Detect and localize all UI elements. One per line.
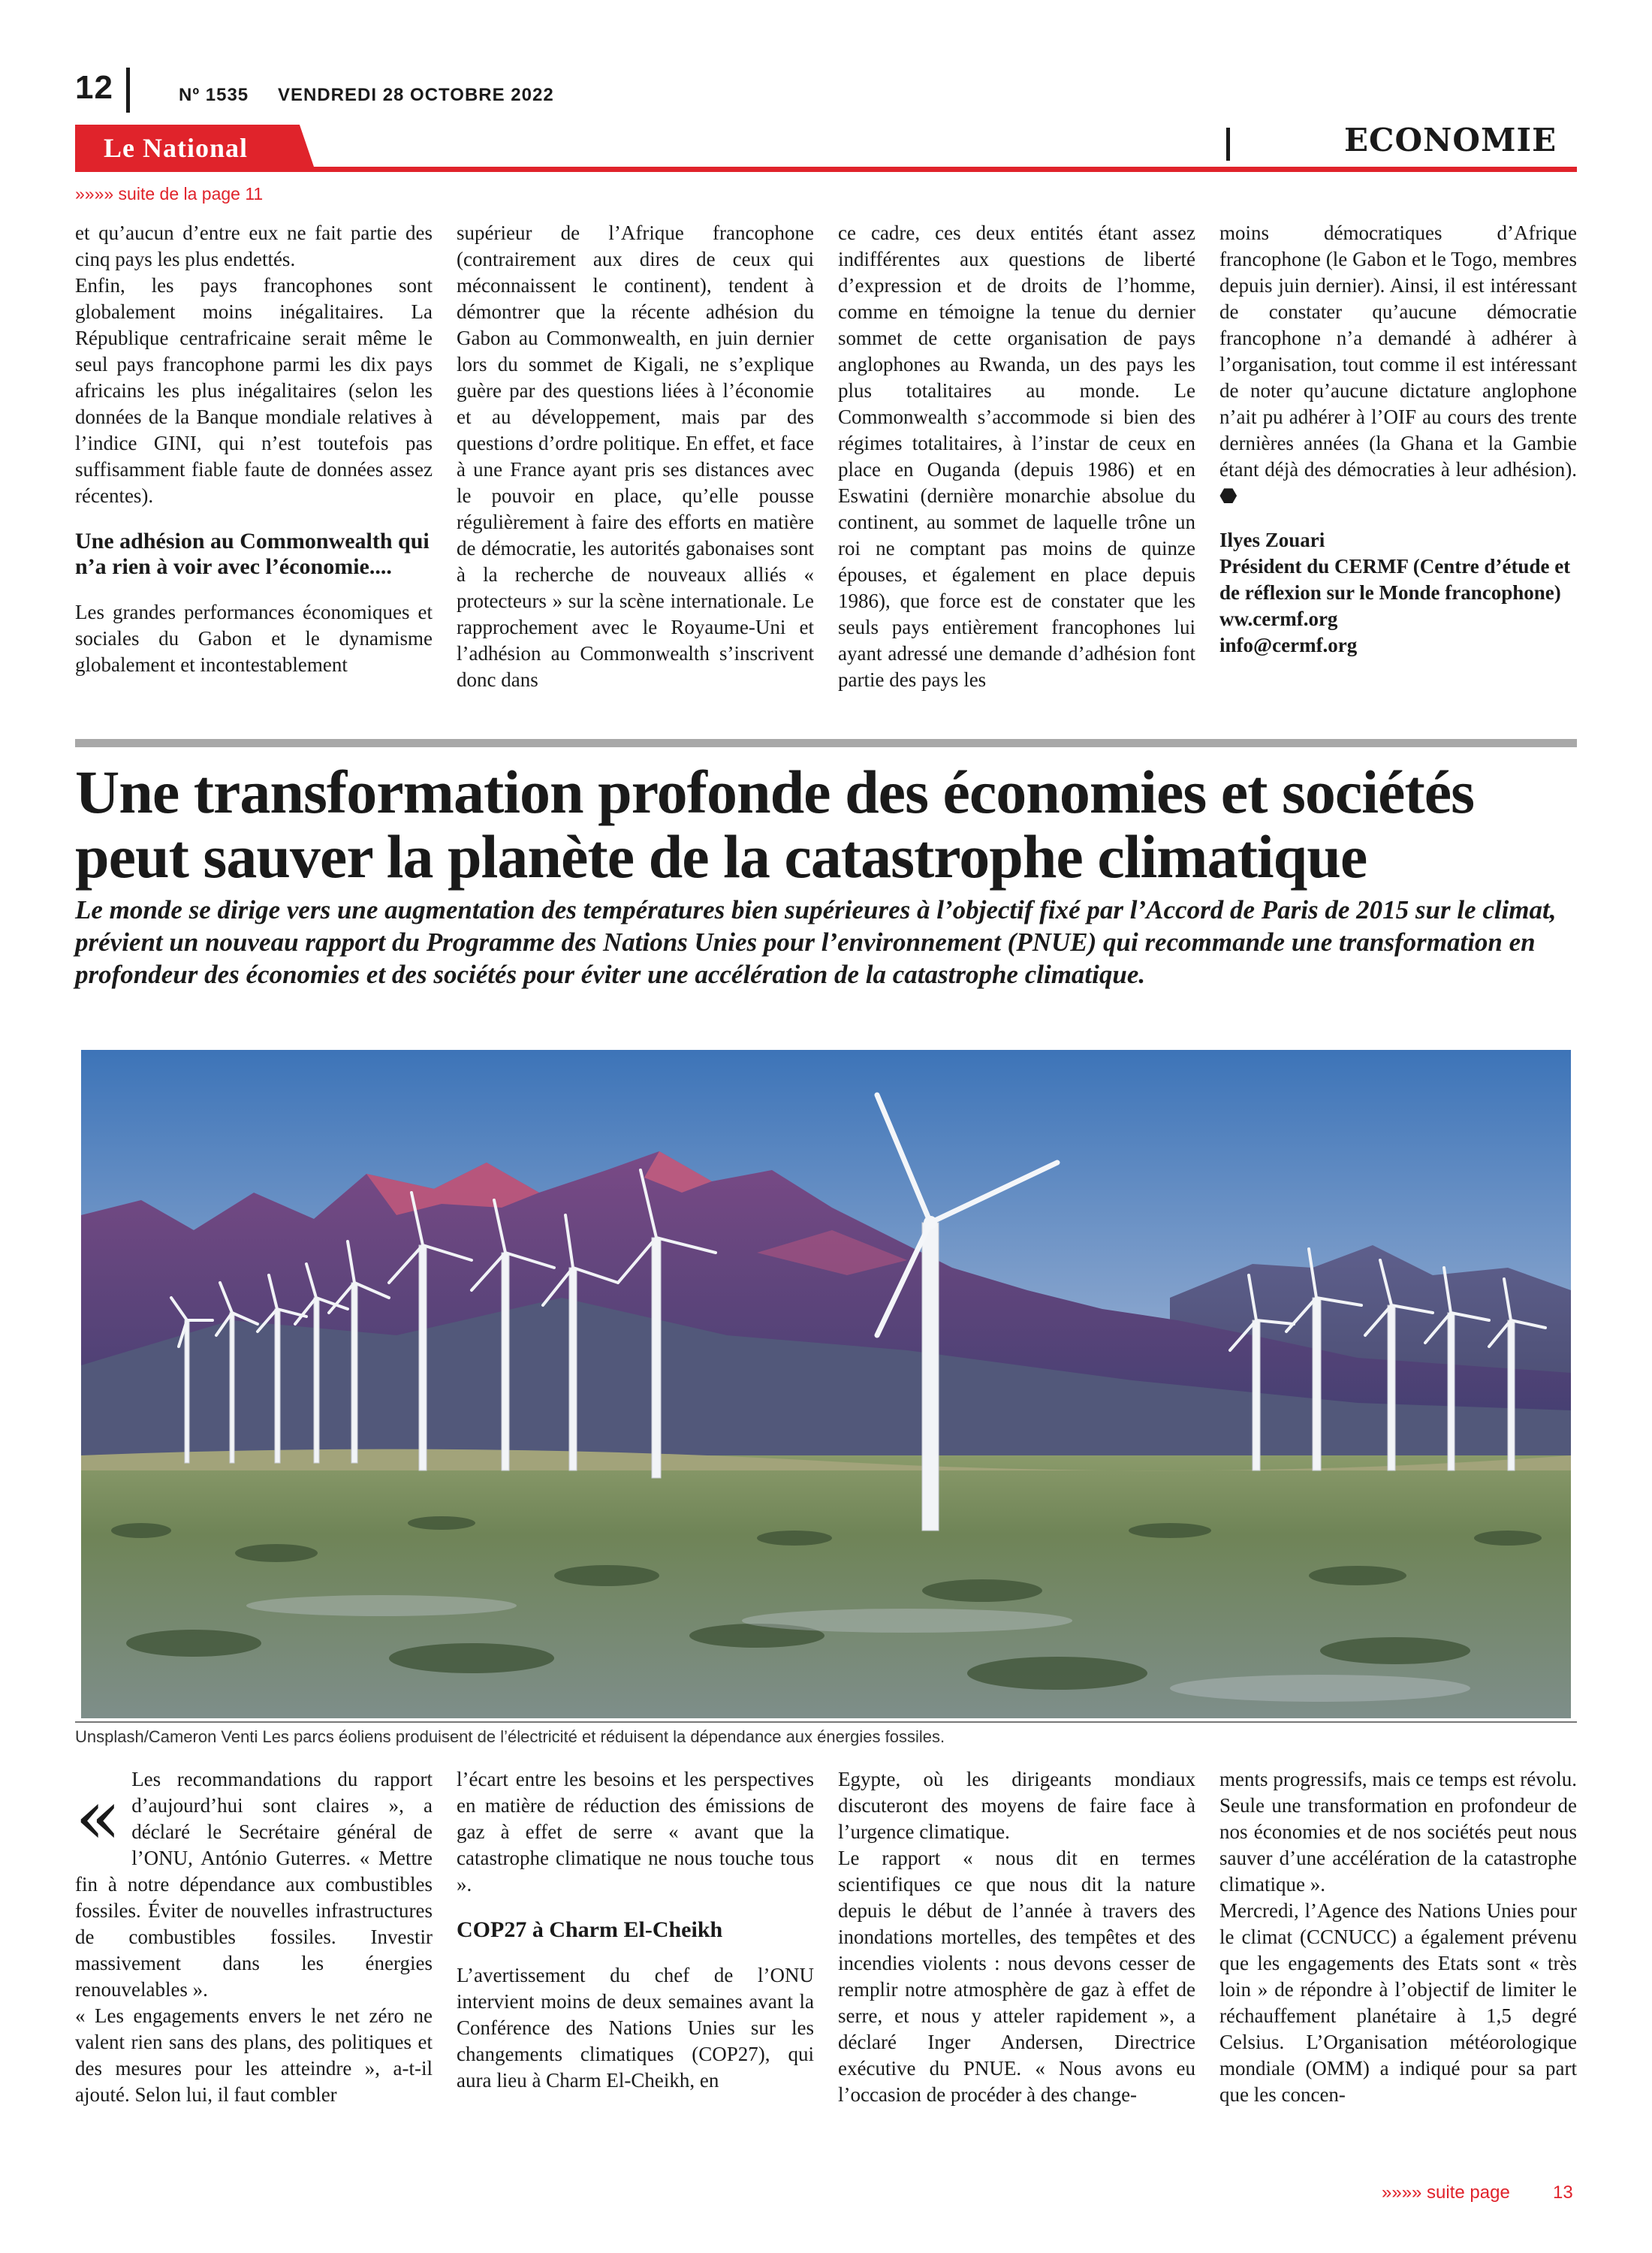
main-headline: Une transformation profonde des économies et sociétés peut sauver la planète de la catastrophe climatique bbox=[75, 758, 1475, 891]
caption-rule bbox=[75, 1721, 1577, 1723]
paragraph: Les grandes performances économiques et sociales du Gabon et le dynamisme globalement et incontestablement bbox=[75, 601, 433, 676]
paragraph: et qu’aucun d’entre eux ne fait partie des cinq pays les plus endettés. bbox=[75, 222, 433, 270]
issue-date: VENDREDI 28 OCTOBRE 2022 bbox=[278, 85, 554, 105]
main-article-column-1 bbox=[75, 1766, 433, 2108]
paragraph: supérieur de l’Afrique francophone (contrairement aux dires de ceux qui méconnaissent le continent), tendent à démontrer que la récente adhésion du Gabon au Commonwealth, en juin dernier lors du sommet de Kigali, ne s’explique guère par des questions liées à l’économie et au développement, mais par des questions d’ordre politique. En effet, et face à une France ayant pris ses distances avec le pouvoir en place, qu’elle pousse régulièrement à faire des efforts en matière de démocratie, les autorités gabonaises sont à la recherche de nouveaux alliés « protecteurs » sur la scène internationale. Le rapprochement avec le Royaume-Uni et l’adhésion au Commonwealth s’inscrivent donc dans bbox=[457, 222, 814, 691]
page-number-divider bbox=[126, 68, 130, 113]
author-name: Ilyes Zouari bbox=[1219, 529, 1325, 551]
paragraph: l’écart entre les besoins et les perspectives en matière de réduction des émissions de gaz à effet de serre « avant que la catastrophe climatique ne nous touche tous ». bbox=[457, 1768, 814, 1896]
main-deck: Le monde se dirige vers une augmentation des températures bien supérieures à l’objectif fixé par l’Accord de Paris de 2015 sur le climat, prévient un nouveau rapport du Programme des Nations Unies pour l’environnement (PNUE) qui recommande une transformation en profondeur des économies et des sociétés pour éviter une accélération de la catastrophe climatique. bbox=[75, 895, 1557, 989]
paragraph: Enfin, les pays francophones sont globalement moins inégalitaires. La République centrafricaine serait même le seul pays francophone parmi les dix pays africains les plus inégalitaires (selon les données de la Banque mondiale relatives à l’indice GINI, qui n’est toutefois pas suffisamment fiable faute de données assez récentes). bbox=[75, 274, 433, 507]
paragraph: « Les engagements envers le net zéro ne valent rien sans des plans, des politiques et des mesures pour les atteindre », a-t-il ajouté. Selon lui, il faut combler bbox=[75, 2004, 433, 2106]
newspaper-brand: Le National bbox=[104, 133, 249, 163]
page-number: 12 bbox=[75, 69, 113, 106]
end-mark-icon: ⬣ bbox=[1219, 484, 1237, 507]
author-website[interactable]: ww.cermf.org bbox=[1219, 608, 1338, 630]
main-article-column-3 bbox=[838, 1766, 1195, 2108]
main-article-column-2 bbox=[457, 1766, 814, 2094]
paragraph: Mercredi, l’Agence des Nations Unies pour le climat (CCNUCC) a également prévenu que les engagements des Etats sont « très loin » de répondre à l’objectif de limiter le réchauffement planétaire à 1,5 degré Celsius. L’Organisation météorologique mondiale (OMM) a indiqué pour sa part que les concen- bbox=[1219, 1899, 1577, 2106]
section-divider bbox=[1226, 128, 1230, 161]
paragraph: L’avertissement du chef de l’ONU intervient moins de deux semaines avant la Conférence des Nations Unies sur les changements climatiques (COP27), qui aura lieu à Charm El-Cheikh, en bbox=[457, 1964, 814, 2092]
continued-from-label: »»»» suite de la page 11 bbox=[75, 184, 264, 204]
paragraph-text: moins démocratiques d’Afrique francophone (le Gabon et le Togo, membres depuis juin dernier). Ainsi, il est intéressant de constater qu’aucune démocratie francophone n’a demandé à adhérer à l’organisation, tout comme il est intéressant de noter qu’aucune dictature anglophone n’ait pu adhérer à l’OIF au cours des trente dernières années (la Ghana et la Gambie étant déjà des démocraties à leur adhésion). bbox=[1219, 222, 1577, 481]
paragraph bbox=[1219, 220, 1577, 509]
wind-farm-illustration bbox=[81, 1050, 1571, 1718]
author-title: Président du CERMF (Centre d’étude et de réflexion sur le Monde francophone) bbox=[1219, 555, 1571, 604]
paragraph: ments progressifs, mais ce temps est révolu. Seule une transformation en profondeur de nos économies et de nos sociétés peut nous sauver d’une accélération de la catastrophe climatique ». bbox=[1219, 1768, 1577, 1896]
continued-to-label: »»»» suite page bbox=[1382, 2182, 1510, 2203]
paragraph-text: Les recommandations du rapport d’aujourd’hui sont claires », a déclaré le Secrétaire général de l’ONU, António Guterres. « Mettre fin à notre dépendance aux combustibles fossiles. Éviter de nouvelles infrastructures de combustibles fossiles. Investir massivement dans les énergies renouvelables ». bbox=[75, 1768, 433, 2001]
top-article-column-2 bbox=[457, 220, 814, 693]
article-separator-rule bbox=[75, 739, 1577, 747]
opening-quote-mark: « bbox=[75, 1773, 122, 1861]
paragraph: Le rapport « nous dit en termes scientifiques ce que nous dit la nature depuis le début de l’année à travers des inondations mortelles, des tempêtes et des incendies violents : nous devons cesser de remplir notre atmosphère de gaz à effet de serre, et nous y atteler rapidement », a déclaré Inger Andersen, Directrice exécutive du PNUE. « Nous avons eu l’occasion de procéder à des change- bbox=[838, 1847, 1195, 2106]
wind-farm-photo bbox=[81, 1050, 1571, 1718]
photo-caption: Unsplash/Cameron Venti Les parcs éoliens produisent de l’électricité et réduisent la dépendance aux énergies fossiles. bbox=[75, 1727, 945, 1746]
paragraph: Egypte, où les dirigeants mondiaux discuteront des moyens de faire face à l’urgence climatique. bbox=[838, 1768, 1195, 1843]
main-article-column-4 bbox=[1219, 1766, 1577, 2108]
paragraph bbox=[75, 1766, 433, 2003]
author-email[interactable]: info@cermf.org bbox=[1219, 634, 1358, 656]
subheading: Une adhésion au Commonwealth qui n’a rien à voir avec l’économie.... bbox=[75, 529, 430, 579]
continued-to-page: 13 bbox=[1553, 2182, 1573, 2203]
top-article-column-3 bbox=[838, 220, 1195, 693]
issue-number: Nº 1535 bbox=[179, 85, 249, 105]
section-title: ECONOMIE bbox=[1344, 122, 1557, 158]
top-article-column-1 bbox=[75, 220, 433, 678]
subheading: COP27 à Charm El-Cheikh bbox=[457, 1917, 723, 1942]
header-red-rule bbox=[75, 167, 1577, 172]
paragraph: ce cadre, ces deux entités étant assez indifférentes aux questions de liberté d’expression et de droits de l’homme, comme en témoigne la tenue du dernier sommet de cette organisation de pays anglophones au Rwanda, un des pays les plus totalitaires au monde. Le Commonwealth s’accommode si bien des régimes totalitaires, à l’instar de ceux en place en Ouganda (depuis 1986) et en Eswatini (dernière monarchie absolue du continent, au sommet de laquelle trône un roi ne comptant pas moins de quinze épouses, et également en place depuis 1986), que force est de constater que les seuls pays entièrement francophones lui ayant adressé une demande d’adhésion font partie des pays les bbox=[838, 222, 1195, 691]
top-article-column-4 bbox=[1219, 220, 1577, 659]
